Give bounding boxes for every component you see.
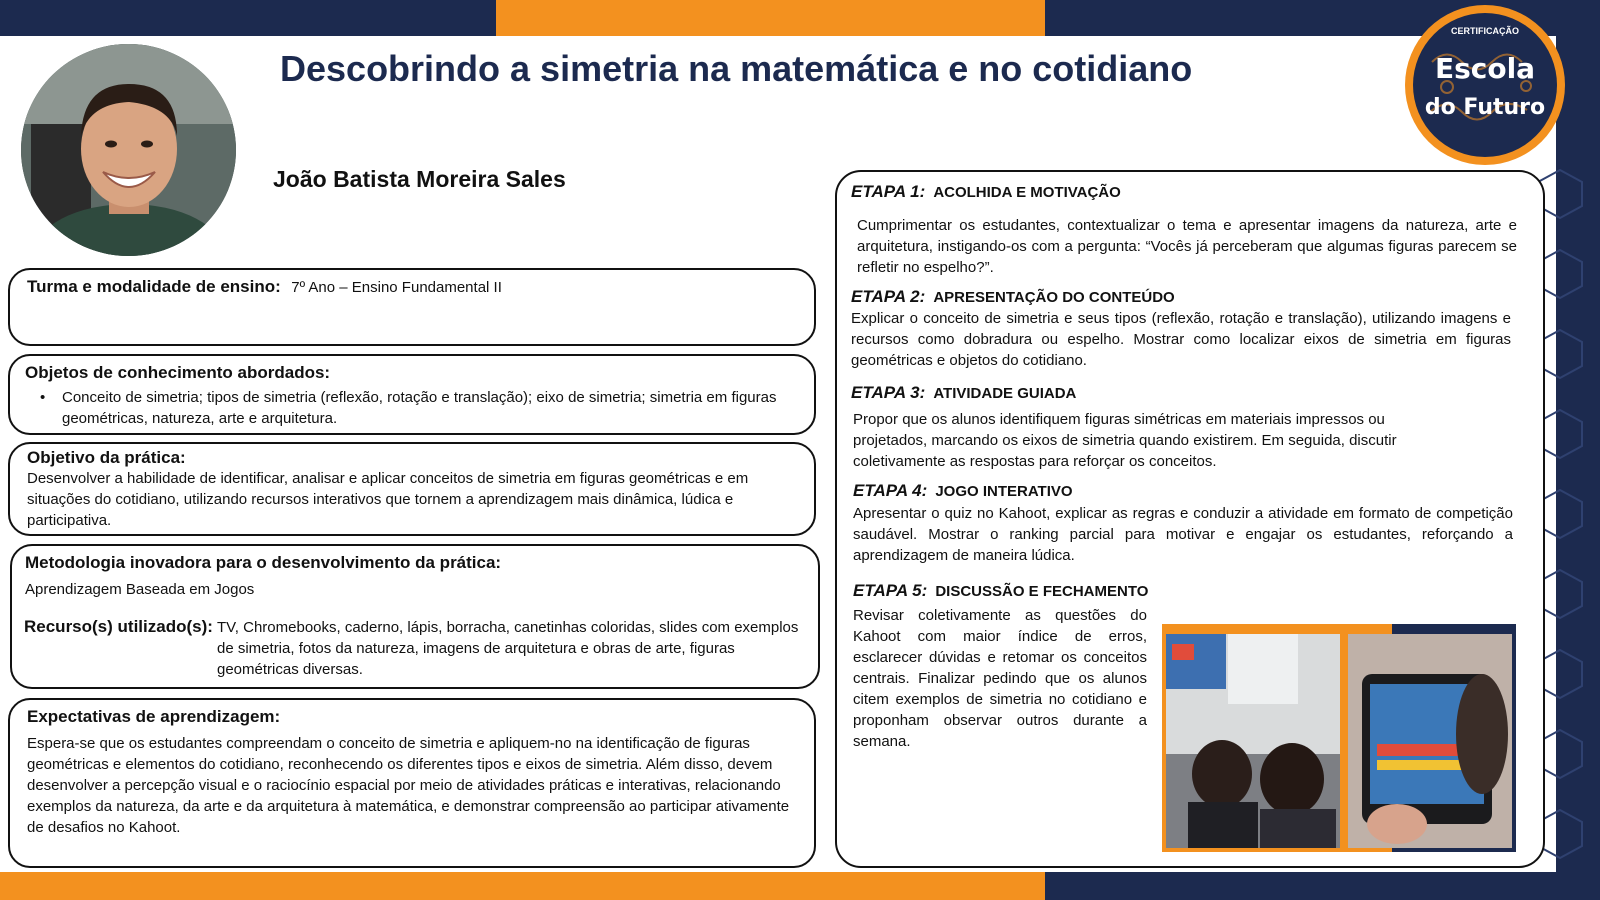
objetivo-box: [8, 442, 816, 536]
metodologia-value: Aprendizagem Baseada em Jogos: [25, 581, 255, 598]
badge-top-text: CERTIFICAÇÃO: [1451, 26, 1519, 36]
author-photo: [21, 44, 236, 256]
badge-line-2: do Futuro: [1424, 95, 1546, 120]
etapa-5-heading: [853, 581, 1148, 601]
classroom-photos: [1162, 624, 1516, 852]
etapa-4-name: JOGO INTERATIVO: [935, 483, 1073, 500]
objetivo-label: Objetivo da prática:: [27, 448, 186, 467]
etapa-2-text: Explicar o conceito de simetria e seus tipos (reflexão, rotação e translação), utilizando imagens e recursos como dobradura ou espelho. Mostrar como localizar eixos de simetria em figuras geométricas e objetos do cotidiano.: [851, 310, 1511, 369]
top-bar-navy-left: [0, 0, 496, 36]
objetos-item: Conceito de simetria; tipos de simetria (reflexão, rotação e translação); eixo de simetria; simetria em figuras geométricas, natureza, arte e arquitetura.: [62, 389, 777, 427]
expectativas-box: [8, 698, 816, 868]
bottom-bar-navy: [1045, 872, 1600, 900]
turma-value: 7º Ano – Ensino Fundamental II: [291, 279, 502, 296]
etapa-3-name: ATIVIDADE GUIADA: [933, 385, 1077, 402]
author-name: João Batista Moreira Sales: [273, 166, 566, 192]
turma-box: [8, 268, 816, 346]
etapa-1-number: ETAPA 1:: [851, 182, 926, 201]
etapa-4-text: Apresentar o quiz no Kahoot, explicar as regras e conduzir a atividade em formato de competição saudável. Mostrar o ranking parcial para motivar e engajar os estudantes, reforçando a aprendizagem de maneira lúdica.: [853, 505, 1513, 564]
etapa-2-name: APRESENTAÇÃO DO CONTEÚDO: [933, 289, 1175, 306]
etapa-2-heading: [851, 287, 1175, 307]
etapa-1-text: Cumprimentar os estudantes, contextualizar o tema e apresentar imagens da natureza, arte e arquitetura, instigando-os com a pergunta: “Vocês já perceberam que algumas figuras parecem se refletir no espelho?”.: [857, 217, 1517, 276]
etapa-5-text: Revisar coletivamente as questões do Kahoot com maior índice de erros, esclarecer dúvidas e retomar os conceitos centrais. Finalizar pedindo que os alunos citem exemplos de simetria no cotidiano e proponham observar outros durante a semana.: [853, 607, 1147, 750]
badge-line-1: Escola: [1434, 52, 1536, 85]
etapa-5-number: ETAPA 5:: [853, 581, 928, 600]
etapa-3-text: Propor que os alunos identifiquem figuras simétricas em materiais impressos ou projetados, marcando os eixos de simetria quando existirem. Em seguida, discutir coletivamente as respostas para reforçar os conceitos.: [853, 411, 1397, 470]
etapa-3-heading: [851, 383, 1076, 403]
etapa-5-name: DISCUSSÃO E FECHAMENTO: [935, 583, 1149, 600]
bullet-icon: •: [40, 389, 46, 406]
expectativas-label: Expectativas de aprendizagem:: [27, 707, 281, 726]
top-bar-orange: [496, 0, 1045, 36]
page-title: Descobrindo a simetria na matemática e no cotidiano: [280, 48, 1193, 89]
expectativas-text: Espera-se que os estudantes compreendam o conceito de simetria e apliquem-no na identificação de figuras geométricas e elementos do cotidiano, reconhecendo os diferentes tipos e eixos de simetria. Além disso, devem desenvolver a percepção visual e o raciocínio espacial por meio de atividades práticas e interativas, relacionando exemplos da natureza, da arte e da arquitetura à matemática, e demonstrar compreensão ao participar ativamente de desafios no Kahoot.: [27, 735, 790, 836]
etapa-4-heading: [853, 481, 1073, 501]
etapa-4-number: ETAPA 4:: [853, 481, 928, 500]
recursos-label: Recurso(s) utilizado(s):: [24, 617, 213, 636]
bottom-bar-orange: [0, 872, 1045, 900]
etapa-1-name: ACOLHIDA E MOTIVAÇÃO: [933, 184, 1121, 201]
etapa-3-number: ETAPA 3:: [851, 383, 926, 402]
etapa-2-number: ETAPA 2:: [851, 287, 926, 306]
metodologia-label: Metodologia inovadora para o desenvolvimento da prática:: [25, 553, 502, 572]
recursos-value: TV, Chromebooks, caderno, lápis, borracha, canetinhas coloridas, slides com exemplos de simetria, fotos da natureza, imagens de arquitetura e obras de arte, figuras geométricas diversas.: [217, 619, 799, 678]
objetos-box: [8, 354, 816, 435]
objetos-label: Objetos de conhecimento abordados:: [25, 363, 331, 382]
metodologia-box: [10, 544, 820, 689]
escola-do-futuro-badge: [1402, 2, 1568, 168]
objetivo-text: Desenvolver a habilidade de identificar, analisar e aplicar conceitos de simetria em figuras geométricas e em situações do cotidiano, utilizando recursos interativos que tornem a aprendizagem mais dinâmica, lúdica e participativa.: [27, 470, 749, 529]
turma-label: Turma e modalidade de ensino:: [27, 277, 281, 296]
etapa-1-heading: [851, 182, 1121, 202]
